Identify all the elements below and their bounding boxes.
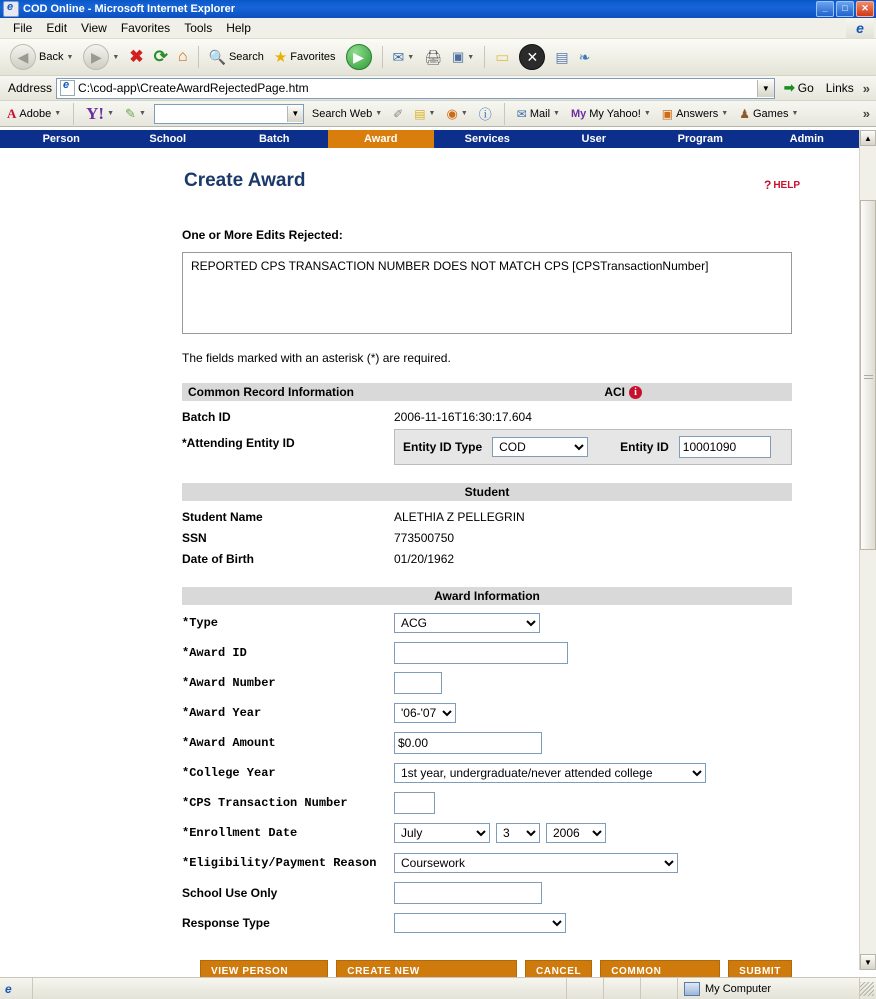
status-page-icon: e — [0, 978, 33, 999]
school-use-label: School Use Only — [182, 886, 278, 900]
student-dob-row — [182, 548, 792, 569]
entity-panel — [394, 429, 792, 465]
adobe-dropdown-icon[interactable]: ▼ — [54, 110, 62, 117]
bookmarks-button[interactable] — [411, 107, 438, 121]
award-number-input[interactable] — [394, 672, 442, 694]
scroll-down-button[interactable]: ▼ — [860, 954, 876, 970]
search-web-label: Search Web — [311, 107, 373, 120]
yahoo-icon: Y! — [86, 103, 105, 123]
forward-arrow-icon: ▶ — [83, 44, 109, 70]
batch-id-value: 2006-11-16T16:30:17.604 — [394, 409, 532, 424]
ssn-value: 773500750 — [394, 530, 455, 545]
student-name-row — [182, 506, 792, 527]
dob-value: 01/20/1962 — [394, 551, 455, 566]
nav-item-award[interactable]: Award — [328, 130, 435, 148]
nav-item-person[interactable]: Person — [42, 133, 80, 145]
star-icon: ★ — [273, 49, 288, 66]
address-label: Address — [8, 81, 53, 95]
adobe-icon: A — [7, 105, 17, 121]
yahoo-search-input[interactable] — [154, 104, 304, 124]
cps-transaction-input[interactable] — [394, 792, 435, 814]
media-button[interactable] — [342, 42, 376, 72]
yahoo-dropdown-icon[interactable]: ▼ — [107, 110, 115, 117]
research-button[interactable] — [551, 47, 572, 68]
forward-button[interactable] — [79, 42, 123, 72]
toolbar-separator-2 — [382, 46, 383, 68]
batch-id-label: Batch ID — [182, 409, 231, 424]
type-label: *Type — [182, 616, 219, 630]
status-seg-2 — [604, 978, 641, 999]
my-yahoo-button[interactable] — [568, 108, 654, 120]
info-icon[interactable]: i — [629, 386, 642, 399]
response-type-label: Response Type — [182, 916, 270, 930]
target-icon: ◉ — [446, 105, 458, 121]
yahoo-toolbar-button[interactable] — [83, 104, 117, 124]
cancel-button[interactable]: CANCEL — [525, 960, 592, 994]
go-arrow-icon: ➡ — [783, 80, 795, 95]
my-yahoo-dd-icon[interactable]: ▼ — [643, 110, 651, 117]
entity-id-input[interactable] — [679, 436, 771, 458]
help-link[interactable] — [764, 178, 800, 192]
award-id-row — [182, 638, 792, 668]
award-id-label: *Award ID — [182, 646, 247, 660]
block-icon: ✕ — [519, 44, 545, 70]
menu-help[interactable]: Help — [226, 21, 251, 35]
messenger-icon: ❧ — [578, 48, 591, 65]
college-year-row — [182, 758, 792, 788]
entity-id-type-select[interactable] — [492, 437, 588, 457]
rejected-heading: One or More Edits Rejected: — [182, 228, 343, 242]
mail-toolbar-button[interactable] — [514, 107, 563, 121]
required-note: The fields marked with an asterisk (*) are required. — [182, 351, 451, 365]
mail-button[interactable] — [389, 47, 419, 68]
nav-item-admin[interactable]: Admin — [789, 133, 824, 145]
favorites-button[interactable]: ★ Favorites — [273, 49, 336, 66]
search-web-dropdown-icon[interactable]: ▼ — [375, 110, 383, 117]
games-button[interactable] — [736, 107, 801, 121]
help-icon: ? — [763, 178, 772, 192]
nav-item-user[interactable]: User — [581, 133, 606, 145]
extrabar-chevron-icon[interactable]: » — [862, 106, 870, 121]
antispy-dropdown-icon[interactable]: ▼ — [460, 110, 468, 117]
computer-icon — [684, 982, 700, 996]
menu-view[interactable]: View — [81, 21, 107, 35]
info-circle-icon: ⓘ — [478, 107, 492, 122]
menu-file[interactable]: File — [13, 21, 33, 35]
student-header — [182, 483, 792, 501]
award-year-select[interactable] — [394, 703, 456, 723]
award-id-input[interactable] — [394, 642, 568, 664]
page-viewport — [0, 130, 876, 977]
printer-icon: 🖨 — [424, 48, 442, 65]
menu-favorites[interactable]: Favorites — [120, 21, 171, 35]
zone-label: My Computer — [705, 982, 772, 995]
mail-dd-icon[interactable]: ▼ — [553, 110, 560, 117]
note-icon: ▭ — [495, 49, 510, 66]
pencil-tool-button[interactable] — [122, 106, 149, 122]
folder-icon: ▤ — [414, 106, 426, 121]
marker-icon: ✐ — [393, 106, 404, 121]
entity-id-label: Entity ID — [620, 440, 669, 454]
ssn-label: SSN — [182, 530, 207, 545]
address-value: C:\cod-app\CreateAwardRejectedPage.htm — [78, 81, 309, 95]
edit-page-icon: ▣ — [451, 49, 465, 64]
answers-icon: ▣ — [661, 106, 674, 121]
award-header — [182, 587, 792, 605]
award-amount-input[interactable] — [394, 732, 542, 754]
answers-label: Answers — [676, 107, 719, 120]
go-button[interactable] — [779, 79, 819, 98]
content-frame — [0, 130, 861, 977]
extensions-toolbar — [0, 101, 876, 127]
ie-logo-icon — [3, 1, 19, 17]
toolbar-separator — [198, 46, 199, 68]
status-seg-3 — [641, 978, 678, 999]
bookmarks-dropdown-icon[interactable]: ▼ — [428, 110, 436, 117]
window-controls[interactable] — [816, 1, 874, 17]
mail-label: Mail — [529, 107, 551, 120]
menu-bar — [0, 18, 876, 39]
back-button[interactable]: ◀ Back ▼ — [6, 42, 77, 72]
search-icon: 🔍 — [208, 48, 226, 65]
school-use-row — [182, 878, 792, 908]
nav-item-services[interactable]: Services — [464, 133, 510, 145]
student-ssn-row — [182, 527, 792, 548]
address-input[interactable] — [56, 78, 775, 99]
highlight-button[interactable] — [390, 107, 406, 121]
search-button[interactable]: 🔍 Search — [208, 48, 264, 65]
rejected-message-box — [182, 252, 792, 334]
window-title: COD Online - Microsoft Internet Explorer — [23, 3, 236, 15]
award-title: Award Information — [434, 589, 540, 603]
games-label: Games — [752, 107, 789, 120]
eligibility-select[interactable] — [394, 853, 678, 873]
edit-dropdown-icon[interactable]: ▼ — [467, 53, 475, 61]
answers-button[interactable] — [659, 107, 731, 121]
pencil-icon: ✎ — [125, 105, 136, 121]
view-person-data-button[interactable]: VIEW PERSON — [200, 960, 328, 994]
student-title: Student — [464, 485, 510, 499]
info-button[interactable] — [476, 104, 495, 123]
common-record-title: Common Record Information — [188, 385, 355, 399]
aci-indicator[interactable] — [604, 385, 642, 399]
notes-button[interactable] — [491, 46, 513, 68]
attending-entity-label: *Attending Entity ID — [182, 436, 295, 450]
minimize-button[interactable]: _ — [816, 1, 834, 17]
cps-transaction-label: *CPS Transaction Number — [182, 796, 348, 810]
stop-icon: ✖ — [129, 47, 144, 66]
enrollment-date-row — [182, 818, 792, 848]
menu-tools[interactable]: Tools — [184, 21, 213, 35]
mail-icon: ✉ — [392, 48, 405, 65]
print-button[interactable] — [420, 47, 446, 68]
submit-button[interactable]: SUBMIT — [728, 960, 792, 994]
go-label: Go — [797, 81, 814, 95]
home-icon: ⌂ — [177, 48, 188, 65]
popup-blocker-button[interactable] — [515, 42, 549, 72]
aci-label: ACI — [604, 385, 625, 399]
media-icon: ▶ — [346, 44, 372, 70]
nav-item-batch[interactable]: Batch — [258, 133, 290, 145]
refresh-icon: ⟳ — [153, 47, 168, 66]
award-amount-row — [182, 728, 792, 758]
games-icon: ♟ — [739, 106, 750, 121]
address-bar — [0, 76, 876, 101]
pencil-dropdown-icon[interactable]: ▼ — [138, 110, 146, 117]
student-name-label: Student Name — [182, 509, 263, 524]
status-bar — [0, 977, 876, 999]
page-title: Create Award — [184, 170, 306, 191]
games-dd-icon[interactable]: ▼ — [791, 110, 799, 117]
adobe-toolbar-button[interactable] — [4, 106, 64, 122]
award-year-label: *Award Year — [182, 706, 262, 720]
common-record-header — [182, 383, 792, 401]
nav-spacer — [0, 130, 8, 148]
edit-button[interactable] — [448, 47, 478, 67]
response-type-select[interactable] — [394, 913, 566, 933]
envelope-icon: ✉ — [516, 106, 527, 121]
adobe-label: Adobe — [19, 107, 52, 120]
common-record-button[interactable]: COMMON — [600, 960, 720, 994]
back-dropdown-icon[interactable]: ▼ — [66, 53, 74, 61]
award-number-label: *Award Number — [182, 676, 276, 690]
batch-id-row — [182, 406, 792, 427]
college-year-label: *College Year — [182, 766, 276, 780]
extrabar-separator-2 — [504, 103, 505, 125]
type-select[interactable] — [394, 613, 540, 633]
back-arrow-icon: ◀ — [10, 44, 36, 70]
nav-item-school[interactable]: School — [149, 133, 187, 145]
vertical-scrollbar[interactable] — [859, 130, 876, 970]
my-yahoo-icon: My — [570, 107, 587, 120]
help-label: HELP — [773, 179, 800, 191]
status-seg-1 — [567, 978, 604, 999]
rejected-message: REPORTED CPS TRANSACTION NUMBER DOES NOT MATCH CPS [CPSTransactionNumber] — [191, 259, 709, 273]
my-yahoo-label: My Yahoo! — [589, 107, 641, 120]
response-type-row — [182, 908, 792, 938]
resize-grip-icon[interactable] — [860, 982, 874, 996]
antispy-button[interactable] — [443, 106, 470, 122]
window-titlebar — [0, 0, 876, 18]
links-label[interactable]: Links — [825, 81, 854, 95]
ie-brand-icon: e — [846, 18, 874, 38]
scroll-up-button[interactable]: ▲ — [860, 130, 876, 146]
menu-edit[interactable]: Edit — [46, 21, 68, 35]
scroll-grip-icon — [864, 375, 873, 381]
close-button[interactable]: ✕ — [856, 1, 874, 17]
college-year-select[interactable] — [394, 763, 706, 783]
entity-id-type-label: Entity ID Type — [403, 440, 483, 454]
extrabar-separator — [73, 103, 74, 125]
enrollment-year-select[interactable] — [546, 823, 606, 843]
status-text — [33, 978, 567, 999]
messenger-button[interactable] — [575, 47, 595, 68]
yahoo-search-dropdown-icon[interactable]: ▼ — [287, 106, 303, 122]
toolbar-separator-3 — [484, 46, 485, 68]
maximize-button[interactable]: □ — [836, 1, 854, 17]
enrollment-month-select[interactable] — [394, 823, 490, 843]
main-nav — [0, 130, 860, 148]
address-chevron-icon[interactable]: » — [862, 80, 870, 96]
nav-item-program[interactable]: Program — [677, 133, 723, 145]
award-amount-label: *Award Amount — [182, 736, 276, 750]
stop-button[interactable] — [125, 45, 147, 69]
award-number-row — [182, 668, 792, 698]
address-dropdown-icon[interactable]: ▼ — [757, 80, 774, 97]
form-section — [182, 228, 792, 994]
student-name-value: ALETHIA Z PELLEGRIN — [394, 509, 525, 524]
search-web-button[interactable] — [309, 108, 385, 120]
browser-toolbar — [0, 39, 876, 76]
book-icon: ▤ — [555, 48, 569, 65]
cps-transaction-row — [182, 788, 792, 818]
enrollment-date-label: *Enrollment Date — [182, 826, 298, 840]
dob-label: Date of Birth — [182, 551, 254, 566]
enrollment-day-select[interactable] — [496, 823, 540, 843]
eligibility-row — [182, 848, 792, 878]
mail-dropdown-icon[interactable]: ▼ — [407, 53, 415, 61]
create-new-disbursement-button[interactable]: CREATE NEW — [336, 960, 517, 994]
answers-dd-icon[interactable]: ▼ — [721, 110, 729, 117]
type-row — [182, 608, 792, 638]
home-button[interactable] — [174, 46, 192, 68]
security-zone[interactable] — [678, 978, 860, 999]
eligibility-label: *Eligibility/Payment Reason — [182, 856, 377, 870]
scroll-thumb[interactable] — [860, 200, 876, 550]
refresh-button[interactable] — [150, 45, 172, 69]
page-icon — [60, 80, 75, 96]
award-year-row — [182, 698, 792, 728]
forward-dropdown-icon[interactable]: ▼ — [112, 53, 120, 61]
school-use-input[interactable] — [394, 882, 542, 904]
